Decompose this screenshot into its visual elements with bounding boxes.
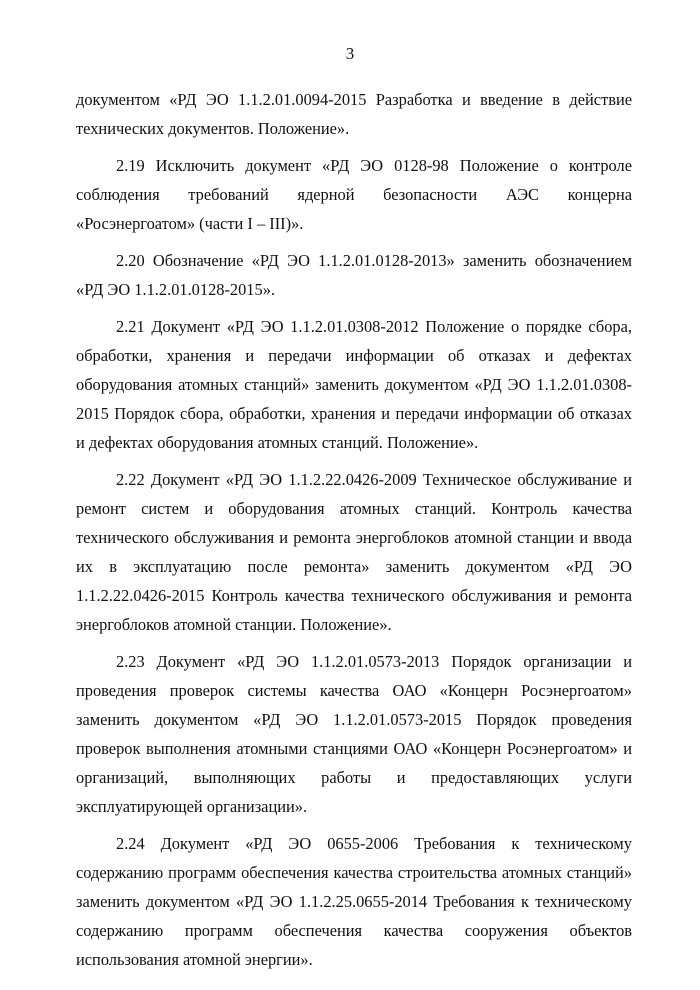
paragraph-2-20: 2.20 Обозначение «РД ЭО 1.1.2.01.0128-2013» заменить обозначением «РД ЭО 1.1.2.01.0128-2015». — [76, 251, 632, 299]
paragraph-2-22: 2.22 Документ «РД ЭО 1.1.2.22.0426-2009 Техническое обслуживание и ремонт систем и оборудования атомных станций. Контроль качества технического обслуживания и ремонта энергоблоков атомной станции и ввода их в эксплуатацию после ремонта» заменить документом «РД ЭО 1.1.2.22.0426-2015 Контроль качества технического обслуживания и ремонта энергоблоков атомной станции. Положение». — [76, 470, 632, 634]
document-body — [76, 85, 632, 982]
page-number: 3 — [345, 44, 355, 63]
paragraph-2-23: 2.23 Документ «РД ЭО 1.1.2.01.0573-2013 Порядок организации и проведения проверок системы качества ОАО «Концерн Росэнергоатом» заменить документом «РД ЭО 1.1.2.01.0573-2015 Порядок проведения проверок выполнения атомными станциями ОАО «Концерн Росэнергоатом» и организаций, выполняющих работы и предоставляющих услуги эксплуатирующей организации». — [76, 652, 632, 816]
paragraph-2-21: 2.21 Документ «РД ЭО 1.1.2.01.0308-2012 Положение о порядке сбора, обработки, хранения и передачи информации об отказах и дефектах оборудования атомных станций» заменить документом «РД ЭО 1.1.2.01.0308-2015 Порядок сбора, обработки, хранения и передачи информации об отказах и дефектах оборудования атомных станций. Положение». — [76, 317, 632, 452]
paragraph-2-19: 2.19 Исключить документ «РД ЭО 0128-98 Положение о контроле соблюдения требований ядерной безопасности АЭС концерна «Росэнергоатом» (части I – III)». — [76, 156, 632, 233]
paragraph-continuation: документом «РД ЭО 1.1.2.01.0094-2015 Разработка и введение в действие технических документов. Положение». — [76, 90, 632, 138]
paragraph-2-24: 2.24 Документ «РД ЭО 0655-2006 Требования к техническому содержанию программ обеспечения качества строительства атомных станций» заменить документом «РД ЭО 1.1.2.25.0655-2014 Требования к техническому содержанию программ обеспечения качества сооружения объектов использования атомной энергии». — [76, 834, 632, 969]
